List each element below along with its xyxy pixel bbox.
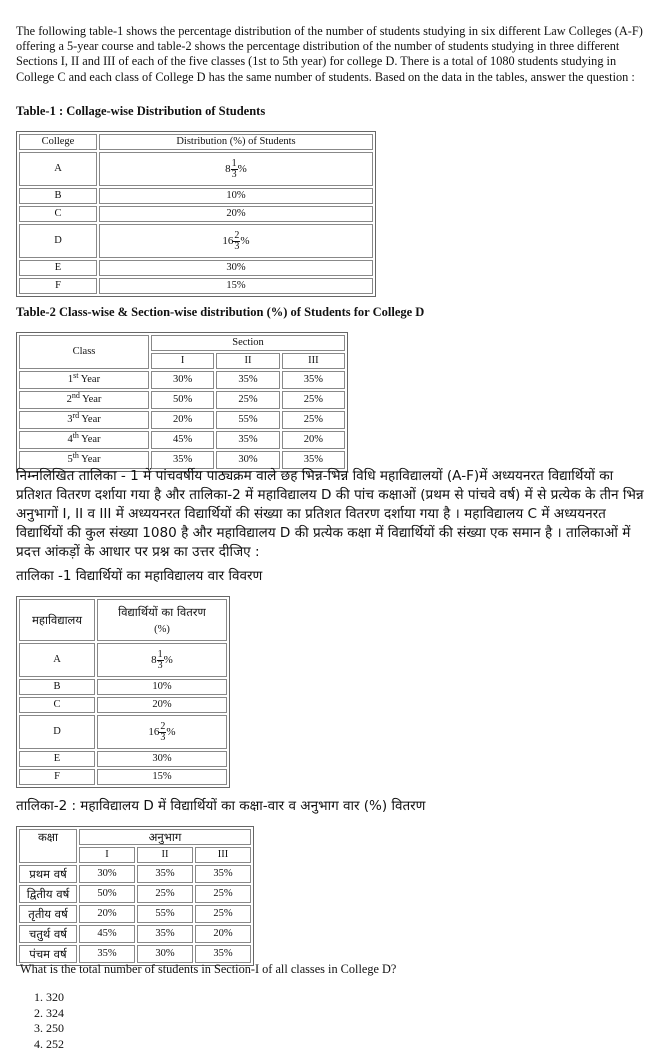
college-cell: E (19, 751, 95, 767)
percent-cell: 25% (282, 391, 345, 409)
percent-cell: 35% (195, 865, 251, 883)
options-list (34, 990, 64, 1052)
table-row (19, 206, 373, 222)
table-row (19, 260, 373, 276)
percent-cell: 25% (282, 411, 345, 429)
answer-option[interactable]: 3. 250 (34, 1021, 64, 1035)
answer-option[interactable]: 1. 320 (34, 990, 64, 1004)
table-row (19, 371, 345, 389)
percent-cell: 35% (216, 371, 279, 389)
class-cell (19, 411, 149, 429)
intro-text: The following table-1 shows the percentage distribution of the number of students studying in six different Law Colleges (A-F) offering a 5-year course and table-2 shows the percentage distribution of the number of students studying in three different Sections I, II and III of each of the five classes (1st to 5th year) for college D. There is a total of 1080 students studying in College C and each class of College D has the same number of students. Based on the data in the tables, answer the question : (16, 24, 643, 84)
percent-cell: 50% (79, 885, 135, 903)
table-row (19, 751, 227, 767)
percent-cell: 35% (282, 371, 345, 389)
distribution-cell: 10% (99, 188, 373, 204)
table-row (19, 905, 251, 923)
distribution-cell (99, 152, 373, 186)
distribution-cell (99, 224, 373, 258)
college-cell: F (19, 769, 95, 785)
percent-cell: 25% (137, 885, 193, 903)
fraction-whole: 16 (148, 726, 160, 738)
header-class: कक्षा (19, 829, 77, 863)
table1-en (16, 131, 376, 297)
year-label: Year (79, 414, 101, 425)
percent-cell: 50% (151, 391, 214, 409)
college-cell: C (19, 206, 97, 222)
college-cell: D (19, 224, 97, 258)
table-row (19, 431, 345, 449)
table-row (19, 769, 227, 785)
table-header-row (19, 335, 345, 351)
table2-title: Table-2 Class-wise & Section-wise distribution (%) of Students for College D (16, 305, 425, 319)
percent-cell: 25% (195, 885, 251, 903)
table-row (19, 278, 373, 294)
section-header-cell: II (137, 847, 193, 863)
year-label: Year (79, 394, 102, 405)
fraction-denominator: 3 (231, 168, 237, 180)
table-row (19, 152, 373, 186)
college-cell: A (19, 152, 97, 186)
header-section: Section (151, 335, 345, 351)
fraction-whole: 8 (225, 163, 231, 175)
table-header-row (19, 599, 227, 641)
percent-cell: 25% (216, 391, 279, 409)
table-row (19, 715, 227, 749)
header-distribution-label: विद्यार्थियों का वितरण (118, 605, 206, 619)
percent-cell: 25% (195, 905, 251, 923)
table1-title: Table-1 : Collage-wise Distribution of Students (16, 104, 266, 118)
class-cell: द्वितीय वर्ष (19, 885, 77, 903)
header-college: College (19, 134, 97, 150)
year-number: 1 (67, 374, 74, 385)
percent-cell: 45% (79, 925, 135, 943)
percent-cell: 30% (137, 945, 193, 963)
section-header-cell: I (79, 847, 135, 863)
section-header-cell: III (282, 353, 345, 369)
year-number: 5 (67, 454, 73, 465)
header-distribution (97, 599, 227, 641)
year-ordinal: th (72, 431, 79, 440)
percent-cell: 20% (282, 431, 345, 449)
percent-cell: 35% (79, 945, 135, 963)
percent-sign: % (163, 654, 173, 666)
table2-hi (16, 826, 254, 966)
year-number: 3 (67, 414, 73, 425)
distribution-cell: 15% (97, 769, 227, 785)
table-row (19, 391, 345, 409)
fraction-whole: 8 (151, 654, 157, 666)
distribution-cell: 20% (97, 697, 227, 713)
class-cell (19, 431, 149, 449)
year-number: 4 (67, 434, 73, 445)
class-cell: पंचम वर्ष (19, 945, 77, 963)
table-row (19, 925, 251, 943)
percent-cell: 30% (151, 371, 214, 389)
year-ordinal: st (73, 371, 79, 380)
year-ordinal: rd (72, 411, 80, 420)
percent-sign: % (240, 235, 250, 247)
fraction-numerator: 2 (160, 720, 166, 732)
fraction-numerator: 2 (234, 229, 240, 241)
answer-option[interactable]: 2. 324 (34, 1005, 64, 1020)
year-label: Year (78, 374, 101, 385)
college-cell: F (19, 278, 97, 294)
year-ordinal: nd (71, 391, 80, 400)
table-row (19, 885, 251, 903)
answer-option[interactable]: 4. 252 (34, 1036, 64, 1051)
class-cell: चतुर्थ वर्ष (19, 925, 77, 943)
fraction-numerator: 1 (157, 648, 163, 660)
mixed-fraction (148, 722, 175, 743)
fraction-numerator: 1 (231, 157, 237, 169)
distribution-cell: 15% (99, 278, 373, 294)
table1-hindi-title: तालिका -1 विद्यार्थियों का महाविद्यालय वार विवरण (16, 568, 263, 584)
distribution-cell: 10% (97, 679, 227, 695)
intro-paragraph (16, 24, 656, 85)
fraction (157, 650, 164, 671)
college-cell: B (19, 679, 95, 695)
college-cell: A (19, 643, 95, 677)
class-cell (19, 371, 149, 389)
percent-cell: 55% (137, 905, 193, 923)
college-cell: D (19, 715, 95, 749)
header-class: Class (19, 335, 149, 369)
question-text: What is the total number of students in Section-I of all classes in College D? (20, 962, 397, 976)
mixed-fraction (225, 159, 247, 180)
header-distribution: Distribution (%) of Students (99, 134, 373, 150)
year-number: 2 (66, 394, 72, 405)
year-label: Year (78, 434, 101, 445)
distribution-cell: 20% (99, 206, 373, 222)
percent-cell: 35% (137, 865, 193, 883)
intro-hindi-paragraph (16, 467, 646, 562)
fraction (231, 159, 238, 180)
college-cell: C (19, 697, 95, 713)
section-header-cell: I (151, 353, 214, 369)
section-header-cell: II (216, 353, 279, 369)
fraction-denominator: 3 (234, 240, 240, 252)
fraction-denominator: 3 (160, 731, 166, 743)
table-header-row (19, 134, 373, 150)
distribution-cell (97, 715, 227, 749)
fraction-whole: 16 (222, 235, 234, 247)
table2-en (16, 332, 348, 472)
table1-hi (16, 596, 230, 788)
mixed-fraction (151, 650, 173, 671)
year-ordinal: th (72, 451, 79, 460)
header-college: महाविद्यालय (19, 599, 95, 641)
table-row (19, 643, 227, 677)
table-header-row (19, 829, 251, 845)
mixed-fraction (222, 231, 249, 252)
percent-cell: 30% (216, 451, 279, 469)
percent-cell: 35% (137, 925, 193, 943)
percent-cell: 20% (195, 925, 251, 943)
percent-cell: 55% (216, 411, 279, 429)
table-row (19, 224, 373, 258)
class-cell: तृतीय वर्ष (19, 905, 77, 923)
table-row (19, 945, 251, 963)
header-unit: (%) (154, 624, 170, 635)
fraction-denominator: 3 (157, 659, 163, 671)
table-row (19, 411, 345, 429)
class-cell (19, 391, 149, 409)
fraction (159, 722, 166, 743)
college-cell: B (19, 188, 97, 204)
percent-cell: 20% (79, 905, 135, 923)
table-row (19, 679, 227, 695)
percent-cell: 45% (151, 431, 214, 449)
header-section: अनुभाग (79, 829, 251, 845)
class-cell: प्रथम वर्ष (19, 865, 77, 883)
year-label: Year (78, 454, 101, 465)
percent-cell: 35% (216, 431, 279, 449)
table-row (19, 188, 373, 204)
distribution-cell (97, 643, 227, 677)
distribution-cell: 30% (97, 751, 227, 767)
percent-sign: % (237, 163, 247, 175)
table-row (19, 865, 251, 883)
percent-cell: 35% (195, 945, 251, 963)
distribution-cell: 30% (99, 260, 373, 276)
percent-sign: % (166, 726, 176, 738)
table2-hindi-title: तालिका-2 : महाविद्यालय D में विद्यार्थियों का कक्षा-वार व अनुभाग वार (%) वितरण (16, 798, 426, 814)
percent-cell: 35% (151, 451, 214, 469)
percent-cell: 20% (151, 411, 214, 429)
percent-cell: 35% (282, 451, 345, 469)
section-header-cell: III (195, 847, 251, 863)
percent-cell: 30% (79, 865, 135, 883)
fraction (233, 231, 240, 252)
intro-hindi-text: निम्नलिखित तालिका - 1 में पांचवर्षीय पाठ्यक्रम वाले छह भिन्न-भिन्न विधि महाविद्यालयों (A-F)में अध्ययनरत विद्यार्थियों का प्रतिशत वितरण दर्शाया गया है और तालिका-2 में महाविद्यालय D की पांच कक्षाओं (प्रथम से पांचवे वर्ष) में से प्रत्येक के तीन भिन्न अनुभागों I, II व III में अध्ययनरत विद्यार्थियों की संख्या का प्रतिशत वितरण दर्शाया गया है । महाविद्यालय C में अध्ययनरत विद्यार्थियों की कुल संख्या 1080 है और महाविद्यालय D की प्रत्येक कक्षा में विद्यार्थियों की संख्या एक समान है । तालिकाओं में प्रदत्त आंकड़ों के आधार पर प्रश्न का उत्तर दीजिए : (16, 468, 644, 560)
table-row (19, 697, 227, 713)
college-cell: E (19, 260, 97, 276)
